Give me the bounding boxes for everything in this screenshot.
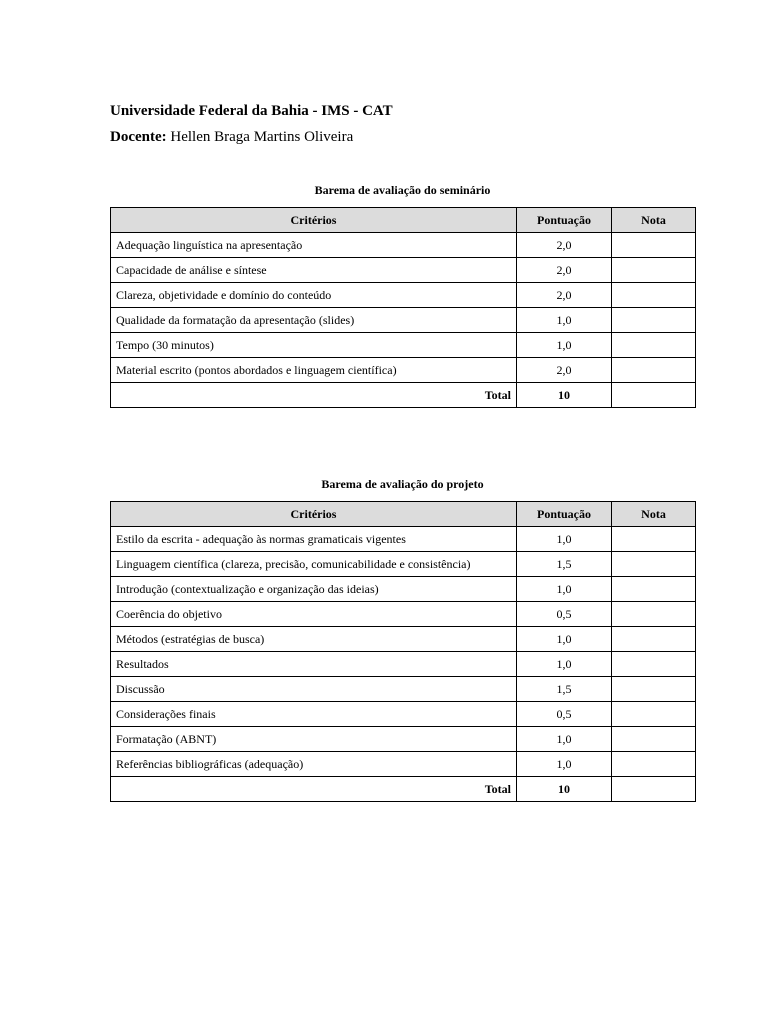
project-table-caption: Barema de avaliação do projeto — [321, 477, 484, 491]
criteria-cell: Capacidade de análise e síntese — [111, 258, 517, 283]
table-row — [111, 577, 696, 602]
score-cell: 0,5 — [517, 702, 612, 727]
criteria-cell: Linguagem científica (clareza, precisão, comunicabilidade e consistência) — [111, 552, 517, 577]
table-row — [111, 727, 696, 752]
grade-cell[interactable] — [612, 627, 696, 652]
grade-cell[interactable] — [612, 727, 696, 752]
table-header-row — [111, 208, 696, 233]
total-row — [111, 777, 696, 802]
criteria-cell: Introdução (contextualização e organização das ideias) — [111, 577, 517, 602]
grade-cell[interactable] — [612, 283, 696, 308]
criteria-cell: Resultados — [111, 652, 517, 677]
total-value: 10 — [517, 777, 612, 802]
table-row — [111, 333, 696, 358]
grade-cell[interactable] — [612, 527, 696, 552]
grade-cell[interactable] — [612, 258, 696, 283]
criteria-cell: Métodos (estratégias de busca) — [111, 627, 517, 652]
table-row — [111, 358, 696, 383]
total-grade-cell[interactable] — [612, 777, 696, 802]
teacher-line — [110, 128, 353, 146]
grade-cell[interactable] — [612, 702, 696, 727]
total-value: 10 — [517, 383, 612, 408]
grade-cell[interactable] — [612, 308, 696, 333]
table-row — [111, 308, 696, 333]
criteria-cell: Considerações finais — [111, 702, 517, 727]
grade-cell[interactable] — [612, 577, 696, 602]
score-cell: 1,0 — [517, 308, 612, 333]
criteria-cell: Formatação (ABNT) — [111, 727, 517, 752]
grade-cell[interactable] — [612, 552, 696, 577]
criteria-column-header: Critérios — [111, 208, 517, 233]
total-grade-cell[interactable] — [612, 383, 696, 408]
score-cell: 1,0 — [517, 527, 612, 552]
teacher-label: Docente: — [110, 129, 167, 145]
criteria-column-header: Critérios — [111, 502, 517, 527]
project-grading-table — [110, 501, 696, 802]
score-cell: 1,0 — [517, 752, 612, 777]
score-cell: 1,0 — [517, 577, 612, 602]
table-row — [111, 677, 696, 702]
table-row — [111, 552, 696, 577]
table-row — [111, 283, 696, 308]
criteria-cell: Adequação linguística na apresentação — [111, 233, 517, 258]
grade-column-header: Nota — [612, 502, 696, 527]
seminar-table-caption: Barema de avaliação do seminário — [314, 183, 491, 197]
grade-cell[interactable] — [612, 677, 696, 702]
total-label: Total — [111, 383, 517, 408]
grade-cell[interactable] — [612, 233, 696, 258]
grade-cell[interactable] — [612, 602, 696, 627]
grade-cell[interactable] — [612, 752, 696, 777]
criteria-cell: Material escrito (pontos abordados e linguagem científica) — [111, 358, 517, 383]
grade-cell[interactable] — [612, 652, 696, 677]
score-cell: 1,0 — [517, 727, 612, 752]
grade-column-header: Nota — [612, 208, 696, 233]
score-cell: 2,0 — [517, 358, 612, 383]
criteria-cell: Clareza, objetividade e domínio do conteúdo — [111, 283, 517, 308]
table-row — [111, 233, 696, 258]
table-row — [111, 627, 696, 652]
criteria-cell: Referências bibliográficas (adequação) — [111, 752, 517, 777]
criteria-cell: Tempo (30 minutos) — [111, 333, 517, 358]
score-cell: 2,0 — [517, 258, 612, 283]
score-cell: 1,0 — [517, 627, 612, 652]
score-cell: 1,0 — [517, 333, 612, 358]
score-column-header: Pontuação — [517, 502, 612, 527]
score-cell: 2,0 — [517, 233, 612, 258]
teacher-name: Hellen Braga Martins Oliveira — [170, 129, 354, 145]
table-row — [111, 752, 696, 777]
score-cell: 1,0 — [517, 652, 612, 677]
score-cell: 1,5 — [517, 552, 612, 577]
seminar-grading-table — [110, 207, 696, 408]
table-row — [111, 258, 696, 283]
grade-cell[interactable] — [612, 333, 696, 358]
criteria-cell: Coerência do objetivo — [111, 602, 517, 627]
institution-title: Universidade Federal da Bahia - IMS - CAT — [110, 103, 393, 119]
total-label: Total — [111, 777, 517, 802]
score-cell: 0,5 — [517, 602, 612, 627]
score-cell: 1,5 — [517, 677, 612, 702]
table-row — [111, 652, 696, 677]
grade-cell[interactable] — [612, 358, 696, 383]
criteria-cell: Qualidade da formatação da apresentação (slides) — [111, 308, 517, 333]
table-row — [111, 527, 696, 552]
criteria-cell: Discussão — [111, 677, 517, 702]
score-column-header: Pontuação — [517, 208, 612, 233]
table-row — [111, 702, 696, 727]
score-cell: 2,0 — [517, 283, 612, 308]
criteria-cell: Estilo da escrita - adequação às normas gramaticais vigentes — [111, 527, 517, 552]
table-row — [111, 602, 696, 627]
table-header-row — [111, 502, 696, 527]
total-row — [111, 383, 696, 408]
